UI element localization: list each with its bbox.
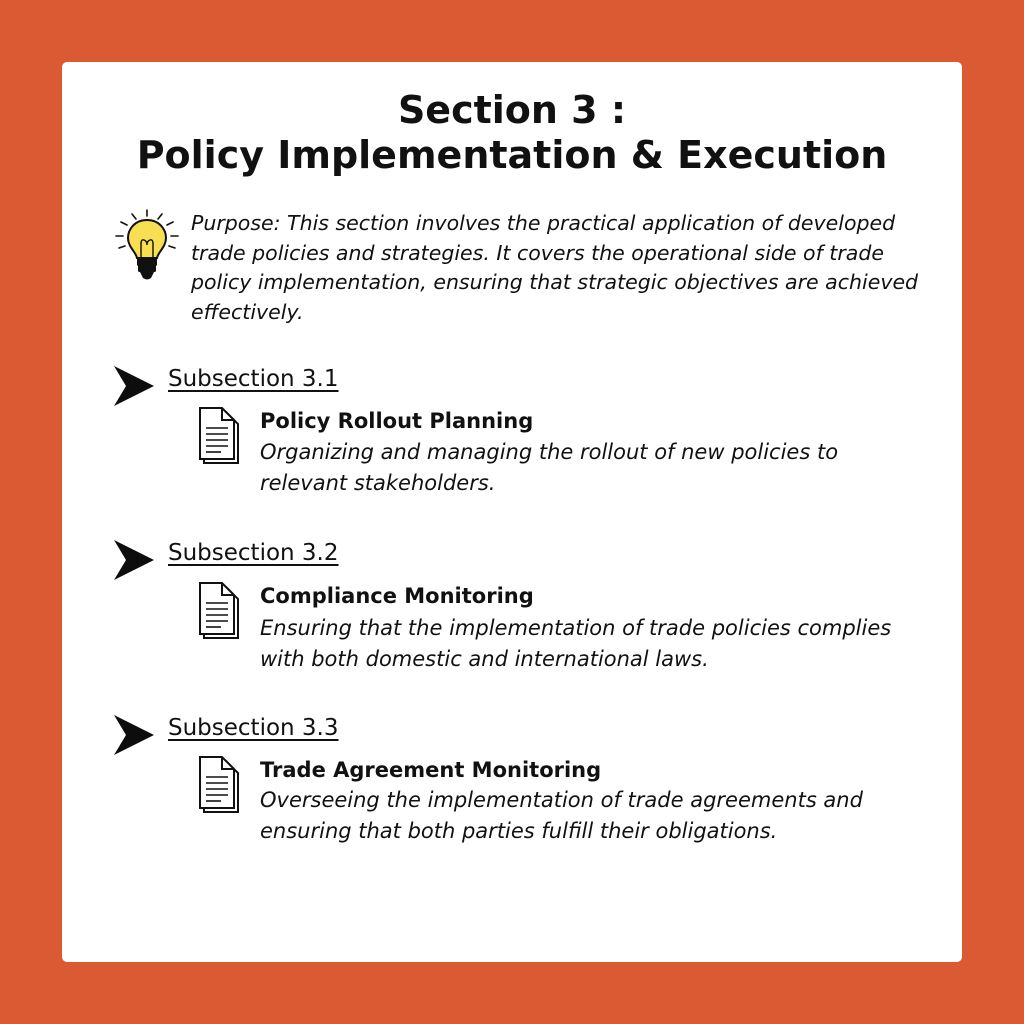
document-icon	[197, 581, 245, 641]
item-title: Policy Rollout Planning	[260, 409, 534, 433]
arrow-right-icon	[112, 713, 156, 757]
item-title: Trade Agreement Monitoring	[260, 758, 602, 782]
item-description: Organizing and managing the rollout of new policies to relevant stakeholders.	[260, 440, 839, 495]
document-icon	[197, 406, 245, 466]
arrow-right-icon	[112, 364, 156, 408]
lightbulb-icon	[110, 206, 184, 286]
page-title-line-1: Section 3 :	[397, 88, 627, 132]
item-description: Ensuring that the implementation of trade policies complies with both domestic and international laws.	[260, 616, 892, 671]
subsection-heading: Subsection 3.1	[168, 366, 339, 392]
purpose-text: Purpose: This section involves the practical application of developed trade policies and strategies. It covers the operational side of trade policy implementation, ensuring that strategic objectives are achieved effectively.	[191, 211, 919, 324]
arrow-right-icon	[112, 538, 156, 582]
item-title: Compliance Monitoring	[260, 584, 534, 608]
item-description: Overseeing the implementation of trade agreements and ensuring that both parties fulfill their obligations.	[260, 788, 863, 843]
page-title-line-2: Policy Implementation & Execution	[136, 133, 888, 177]
document-icon	[197, 755, 245, 815]
subsection-heading: Subsection 3.2	[168, 540, 339, 566]
subsection-heading: Subsection 3.3	[168, 715, 339, 741]
page-title	[0, 88, 1024, 178]
